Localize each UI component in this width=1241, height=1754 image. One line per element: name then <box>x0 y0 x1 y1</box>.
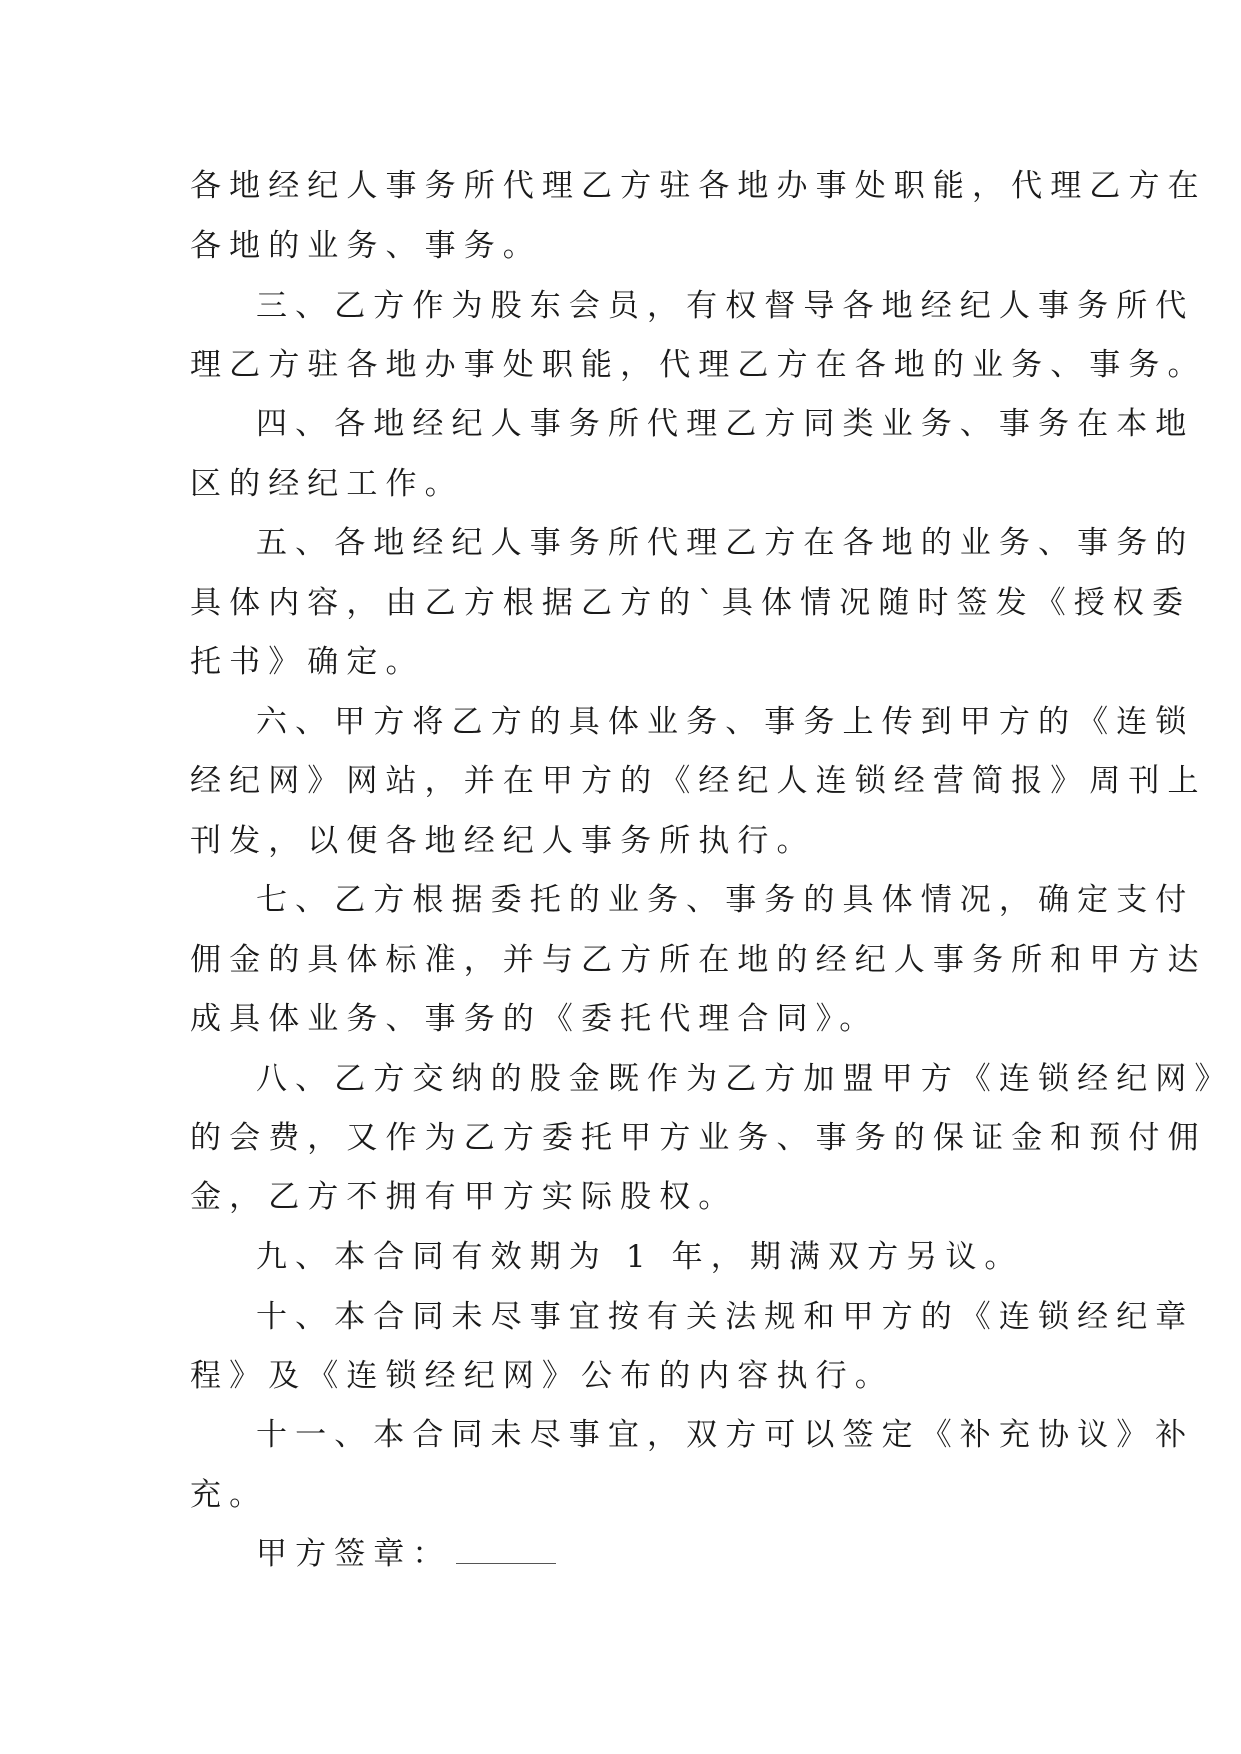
text-line: 充。 <box>190 1477 269 1513</box>
text-line: 九、本合同有效期为 1 年，期满双方另议。 <box>256 1239 1024 1275</box>
signature-label: 甲方签章： <box>256 1536 452 1572</box>
text-line: 佣金的具体标准，并与乙方所在地的经纪人事务所和甲方达 <box>190 942 1207 978</box>
text-line: 经纪网》网站，并在甲方的《经纪人连锁经营简报》周刊上 <box>190 763 1207 799</box>
text-line: 金，乙方不拥有甲方实际股权。 <box>190 1179 738 1215</box>
text-line: 八、乙方交纳的股金既作为乙方加盟甲方《连锁经纪网》 <box>256 1061 1234 1097</box>
text-line: 理乙方驻各地办事处职能，代理乙方在各地的业务、事务。 <box>190 347 1207 383</box>
text-line: 四、各地经纪人事务所代理乙方同类业务、事务在本地 <box>256 406 1195 442</box>
signature-blank[interactable] <box>456 1535 556 1564</box>
text-line: 各地的业务、事务。 <box>190 228 542 264</box>
text-line: 三、乙方作为股东会员，有权督导各地经纪人事务所代 <box>256 288 1195 324</box>
text-line: 程》及《连锁经纪网》公布的内容执行。 <box>190 1358 894 1394</box>
text-line: 十一、本合同未尽事宜，双方可以签定《补充协议》补 <box>256 1417 1195 1453</box>
text-line: 成具体业务、事务的《委托代理合同》。 <box>190 1001 879 1037</box>
signature-line <box>256 1534 556 1574</box>
text-line: 七、乙方根据委托的业务、事务的具体情况，确定支付 <box>256 882 1195 918</box>
text-line: 刊发，以便各地经纪人事务所执行。 <box>190 823 816 859</box>
text-line: 的会费，又作为乙方委托甲方业务、事务的保证金和预付佣 <box>190 1120 1207 1156</box>
text-line: 六、甲方将乙方的具体业务、事务上传到甲方的《连锁 <box>256 704 1195 740</box>
text-line: 十、本合同未尽事宜按有关法规和甲方的《连锁经纪章 <box>256 1299 1195 1335</box>
text-line: 各地经纪人事务所代理乙方驻各地办事处职能，代理乙方在 <box>190 168 1207 204</box>
text-line: 托书》确定。 <box>190 644 425 680</box>
text-line: 区的经纪工作。 <box>190 466 464 502</box>
text-line: 具体内容，由乙方根据乙方的`具体情况随时签发《授权委 <box>190 585 1192 621</box>
text-line: 五、各地经纪人事务所代理乙方在各地的业务、事务的 <box>256 525 1195 561</box>
